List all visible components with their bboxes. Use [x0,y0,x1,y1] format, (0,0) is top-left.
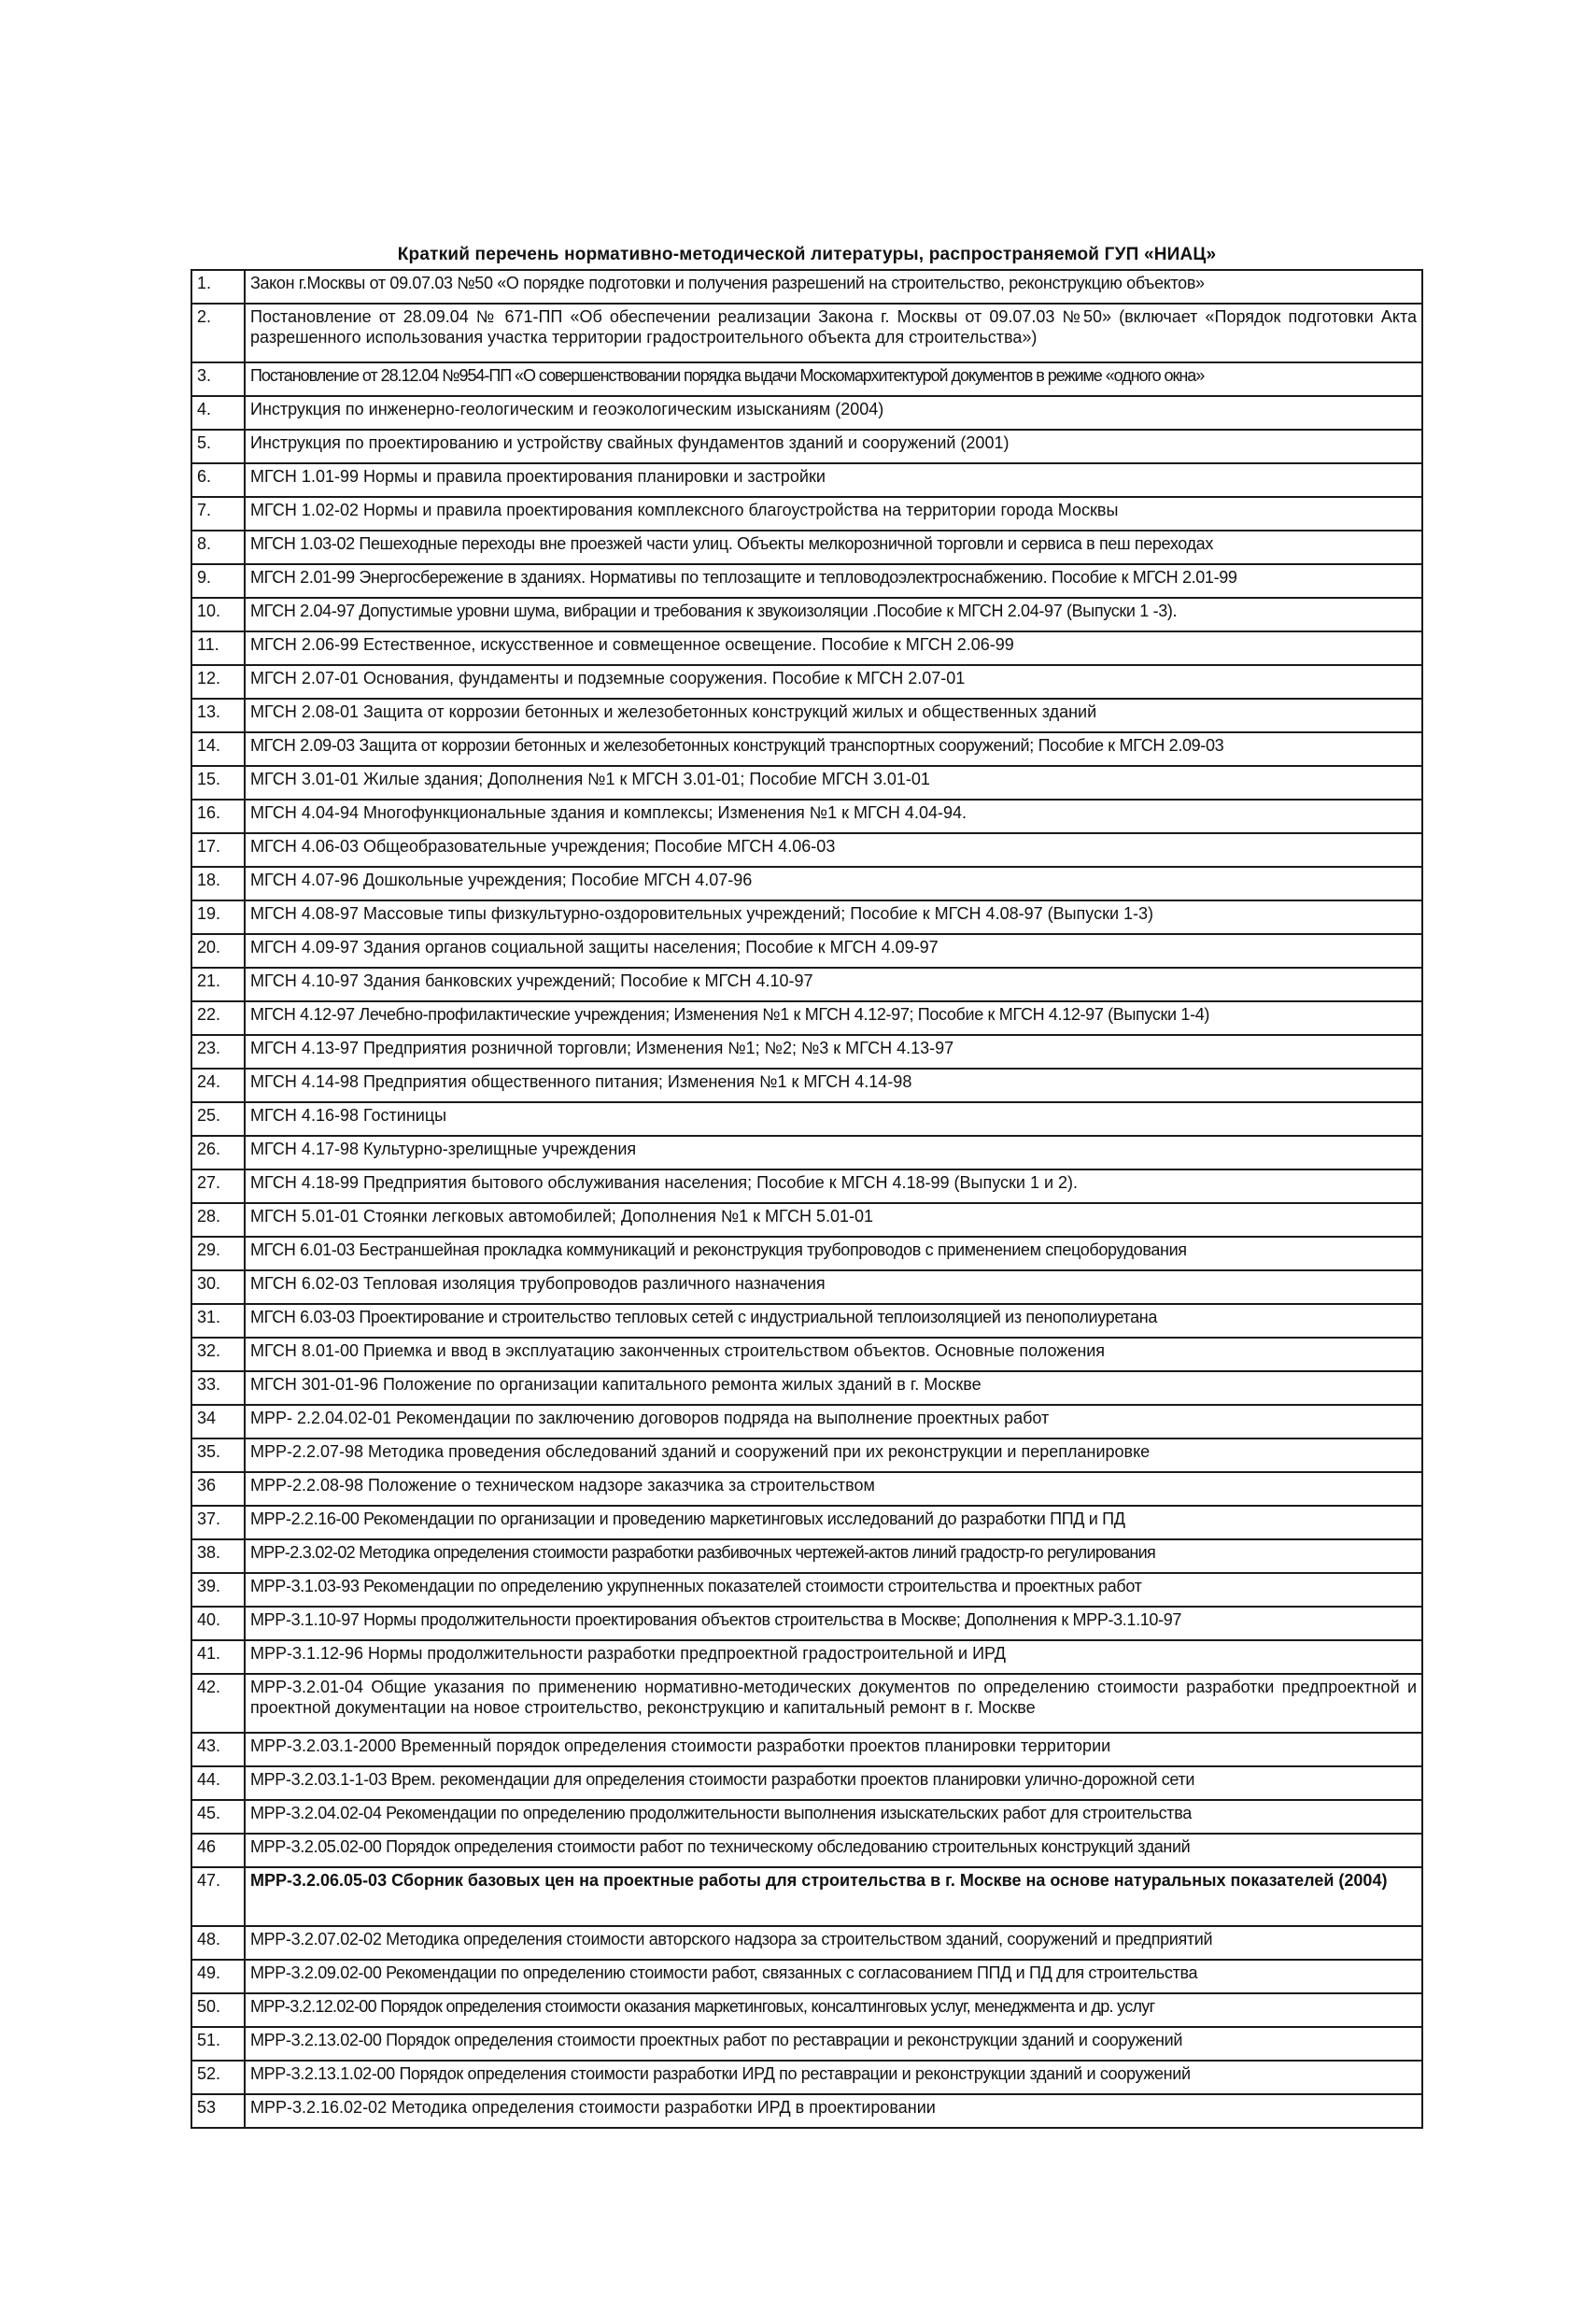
document-entry: МРР-3.2.09.02-00 Рекомендации по определению стоимости работ, связанных с согласованием ППД и ПД для строительства [245,1960,1422,1993]
document-entry: МГСН 3.01-01 Жилые здания; Дополнения №1 к МГСН 3.01-01; Пособие МГСН 3.01-01 [245,766,1422,800]
row-number: 37. [191,1506,245,1539]
table-row [191,1304,1422,1338]
document-entry: МГСН 4.18-99 Предприятия бытового обслуживания населения; Пособие к МГСН 4.18-99 (Выпуски 1 и 2). [245,1169,1422,1203]
table-row [191,497,1422,531]
row-number: 51. [191,2027,245,2061]
row-number: 42. [191,1674,245,1733]
document-entry: МГСН 4.09-97 Здания органов социальной защиты населения; Пособие к МГСН 4.09-97 [245,934,1422,968]
row-number: 53 [191,2094,245,2128]
table-row [191,900,1422,934]
table-row [191,833,1422,867]
table-row [191,396,1422,430]
row-number: 35. [191,1438,245,1472]
row-number: 41. [191,1640,245,1674]
document-entry: Постановление от 28.09.04 № 671-ПП «Об обеспечении реализации Закона г. Москвы от 09.07.03 №50» (включает «Порядок подготовки Акта разрешенного использования участка территории градостроительного объекта для строительства») [245,304,1422,362]
row-number: 52. [191,2061,245,2094]
row-number: 50. [191,1993,245,2027]
table-row [191,304,1422,362]
table-row [191,732,1422,766]
row-number: 13. [191,699,245,732]
document-entry: МРР-3.2.16.02-02 Методика определения стоимости разработки ИРД в проектировании [245,2094,1422,2128]
table-row [191,1607,1422,1640]
document-entry: МГСН 1.02-02 Нормы и правила проектирования комплексного благоустройства на территории города Москвы [245,497,1422,531]
table-row [191,1993,1422,2027]
row-number: 31. [191,1304,245,1338]
row-number: 44. [191,1766,245,1800]
document-entry: МГСН 4.06-03 Общеобразовательные учреждения; Пособие МГСН 4.06-03 [245,833,1422,867]
table-row [191,766,1422,800]
row-number: 30. [191,1270,245,1304]
table-row [191,1338,1422,1371]
row-number: 7. [191,497,245,531]
row-number: 22. [191,1001,245,1035]
document-entry: МРР-3.2.12.02-00 Порядок определения стоимости оказания маркетинговых, консалтинговых услуг, менеджмента и др. услуг [245,1993,1422,2027]
row-number: 9. [191,564,245,598]
row-number: 38. [191,1539,245,1573]
row-number: 12. [191,665,245,699]
document-title: Краткий перечень нормативно-методической литературы, распространяемой ГУП «НИАЦ» [397,245,1217,264]
table-row [191,1800,1422,1834]
document-entry: МРР-3.2.03.1-1-03 Врем. рекомендации для определения стоимости разработки проектов планировки улично-дорожной сети [245,1766,1422,1800]
document-entry: МГСН 4.13-97 Предприятия розничной торговли; Изменения №1; №2; №3 к МГСН 4.13-97 [245,1035,1422,1069]
document-entry: МГСН 301-01-96 Положение по организации капитального ремонта жилых зданий в г. Москве [245,1371,1422,1405]
table-row [191,1102,1422,1136]
document-entry: МГСН 5.01-01 Стоянки легковых автомобилей; Дополнения №1 к МГСН 5.01-01 [245,1203,1422,1237]
row-number: 48. [191,1926,245,1960]
table-row [191,1136,1422,1169]
document-entry: МГСН 2.06-99 Естественное, искусственное и совмещенное освещение. Пособие к МГСН 2.06-99 [245,631,1422,665]
document-entry: МГСН 4.14-98 Предприятия общественного питания; Изменения №1 к МГСН 4.14-98 [245,1069,1422,1102]
document-entry: МРР-3.2.03.1-2000 Временный порядок определения стоимости разработки проектов планировки территории [245,1733,1422,1766]
document-entry: Постановление от 28.12.04 №954-ПП «О совершенствовании порядка выдачи Москомархитектурой документов в режиме «одного окна» [245,362,1422,396]
table-row [191,463,1422,497]
table-row [191,1270,1422,1304]
document-entry: МГСН 4.17-98 Культурно-зрелищные учреждения [245,1136,1422,1169]
table-row [191,1960,1422,1993]
document-entry: МГСН 2.04-97 Допустимые уровни шума, вибрации и требования к звукоизоляции .Пособие к МГСН 2.04-97 (Выпуски 1 -3). [245,598,1422,631]
row-number: 33. [191,1371,245,1405]
table-row [191,2027,1422,2061]
row-number: 39. [191,1573,245,1607]
row-number: 10. [191,598,245,631]
table-row [191,1237,1422,1270]
table-row [191,1834,1422,1867]
document-entry: МГСН 4.10-97 Здания банковских учреждений; Пособие к МГСН 4.10-97 [245,968,1422,1001]
document-entry: МРР-3.2.07.02-02 Методика определения стоимости авторского надзора за строительством зданий, сооружений и предприятий [245,1926,1422,1960]
document-entry: МРР-3.2.04.02-04 Рекомендации по определению продолжительности выполнения изыскательских работ для строительства [245,1800,1422,1834]
table-row [191,1035,1422,1069]
table-row [191,800,1422,833]
row-number: 16. [191,800,245,833]
document-entry: МРР-3.2.05.02-00 Порядок определения стоимости работ по техническому обследованию строительных конструкций зданий [245,1834,1422,1867]
document-entry: МГСН 2.08-01 Защита от коррозии бетонных и железобетонных конструкций жилых и общественных зданий [245,699,1422,732]
document-entry: МГСН 6.03-03 Проектирование и строительство тепловых сетей с индустриальной теплоизоляцией из пенополиуретана [245,1304,1422,1338]
row-number: 47. [191,1867,245,1926]
table-row [191,1472,1422,1506]
table-row [191,1539,1422,1573]
document-entry: МРР-3.2.06.05-03 Сборник базовых цен на проектные работы для строительства в г. Москве на основе натуральных показателей (2004) [245,1867,1422,1926]
table-row [191,934,1422,968]
table-row [191,2094,1422,2128]
table-row [191,1867,1422,1926]
row-number: 17. [191,833,245,867]
row-number: 26. [191,1136,245,1169]
table-row [191,564,1422,598]
row-number: 5. [191,430,245,463]
row-number: 32. [191,1338,245,1371]
document-entry: МРР-2.2.07-98 Методика проведения обследований зданий и сооружений при их реконструкции и перепланировке [245,1438,1422,1472]
row-number: 21. [191,968,245,1001]
document-entry: МГСН 1.03-02 Пешеходные переходы вне проезжей части улиц. Объекты мелкорозничной торговли и сервиса в пеш переходах [245,531,1422,564]
row-number: 23. [191,1035,245,1069]
document-entry: МРР-3.1.03-93 Рекомендации по определению укрупненных показателей стоимости строительства и проектных работ [245,1573,1422,1607]
document-entry: МРР-2.3.02-02 Методика определения стоимости разработки разбивочных чертежей-актов линий градостр-го регулирования [245,1539,1422,1573]
document-entry: МГСН 6.01-03 Бестраншейная прокладка коммуникаций и реконструкция трубопроводов с применением спецоборудования [245,1237,1422,1270]
row-number: 27. [191,1169,245,1203]
row-number: 24. [191,1069,245,1102]
document-entry: МГСН 2.01-99 Энергосбережение в зданиях. Нормативы по теплозащите и тепловодоэлектроснабжению. Пособие к МГСН 2.01-99 [245,564,1422,598]
document-entry: МГСН 6.02-03 Тепловая изоляция трубопроводов различного назначения [245,1270,1422,1304]
row-number: 8. [191,531,245,564]
table-row [191,1371,1422,1405]
document-entry: МГСН 8.01-00 Приемка и ввод в эксплуатацию законченных строительством объектов. Основные положения [245,1338,1422,1371]
table-row [191,362,1422,396]
document-entry: МРР-3.2.13.1.02-00 Порядок определения стоимости разработки ИРД по реставрации и реконструкции зданий и сооружений [245,2061,1422,2094]
table-row [191,1766,1422,1800]
table-row [191,270,1422,304]
document-entry: МГСН 4.16-98 Гостиницы [245,1102,1422,1136]
literature-table-body [191,270,1422,2128]
table-row [191,1506,1422,1539]
row-number: 19. [191,900,245,934]
document-entry: МРР-3.1.10-97 Нормы продолжительности проектирования объектов строительства в Москве; Дополнения к МРР-3.1.10-97 [245,1607,1422,1640]
row-number: 6. [191,463,245,497]
table-row [191,699,1422,732]
document-entry: МГСН 4.08-97 Массовые типы физкультурно-оздоровительных учреждений; Пособие к МГСН 4.08-97 (Выпуски 1-3) [245,900,1422,934]
table-row [191,1926,1422,1960]
row-number: 43. [191,1733,245,1766]
table-row [191,430,1422,463]
row-number: 46 [191,1834,245,1867]
row-number: 29. [191,1237,245,1270]
document-entry: МГСН 4.12-97 Лечебно-профилактические учреждения; Изменения №1 к МГСН 4.12-97; Пособие к МГСН 4.12-97 (Выпуски 1-4) [245,1001,1422,1035]
document-entry: МРР-2.2.08-98 Положение о техническом надзоре заказчика за строительством [245,1472,1422,1506]
row-number: 11. [191,631,245,665]
row-number: 40. [191,1607,245,1640]
row-number: 15. [191,766,245,800]
table-row [191,1733,1422,1766]
literature-table [191,269,1423,2129]
document-entry: МРР-3.2.13.02-00 Порядок определения стоимости проектных работ по реставрации и реконструкции зданий и сооружений [245,2027,1422,2061]
row-number: 18. [191,867,245,900]
row-number: 4. [191,396,245,430]
row-number: 28. [191,1203,245,1237]
document-entry: МРР-2.2.16-00 Рекомендации по организации и проведению маркетинговых исследований до разработки ППД и ПД [245,1506,1422,1539]
row-number: 14. [191,732,245,766]
document-entry: МГСН 4.07-96 Дошкольные учреждения; Пособие МГСН 4.07-96 [245,867,1422,900]
table-row [191,1405,1422,1438]
document-entry: Инструкция по инженерно-геологическим и геоэкологическим изысканиям (2004) [245,396,1422,430]
document-entry: МРР- 2.2.04.02-01 Рекомендации по заключению договоров подряда на выполнение проектных работ [245,1405,1422,1438]
document-entry: МГСН 1.01-99 Нормы и правила проектирования планировки и застройки [245,463,1422,497]
table-row [191,1573,1422,1607]
table-row [191,665,1422,699]
document-entry: Инструкция по проектированию и устройству свайных фундаментов зданий и сооружений (2001) [245,430,1422,463]
table-row [191,631,1422,665]
row-number: 34 [191,1405,245,1438]
document-entry: МРР-3.2.01-04 Общие указания по применению нормативно-методических документов по определению стоимости разработки предпроектной и проектной документации на новое строительство, реконструкцию и капитальный ремонт в г. Москве [245,1674,1422,1733]
row-number: 20. [191,934,245,968]
document-entry: МРР-3.1.12-96 Нормы продолжительности разработки предпроектной градостроительной и ИРД [245,1640,1422,1674]
table-row [191,1640,1422,1674]
row-number: 25. [191,1102,245,1136]
table-row [191,1169,1422,1203]
row-number: 49. [191,1960,245,1993]
table-row [191,598,1422,631]
table-row [191,1069,1422,1102]
document-entry: МГСН 2.09-03 Защита от коррозии бетонных и железобетонных конструкций транспортных сооружений; Пособие к МГСН 2.09-03 [245,732,1422,766]
row-number: 36 [191,1472,245,1506]
document-entry: МГСН 4.04-94 Многофункциональные здания и комплексы; Изменения №1 к МГСН 4.04-94. [245,800,1422,833]
table-row [191,867,1422,900]
table-row [191,531,1422,564]
table-row [191,1438,1422,1472]
table-row [191,1001,1422,1035]
document-entry: МГСН 2.07-01 Основания, фундаменты и подземные сооружения. Пособие к МГСН 2.07-01 [245,665,1422,699]
table-row [191,1674,1422,1733]
table-row [191,2061,1422,2094]
document-entry: Закон г.Москвы от 09.07.03 №50 «О порядке подготовки и получения разрешений на строительство, реконструкцию объектов» [245,270,1422,304]
table-row [191,968,1422,1001]
table-row [191,1203,1422,1237]
row-number: 2. [191,304,245,362]
row-number: 1. [191,270,245,304]
row-number: 3. [191,362,245,396]
row-number: 45. [191,1800,245,1834]
